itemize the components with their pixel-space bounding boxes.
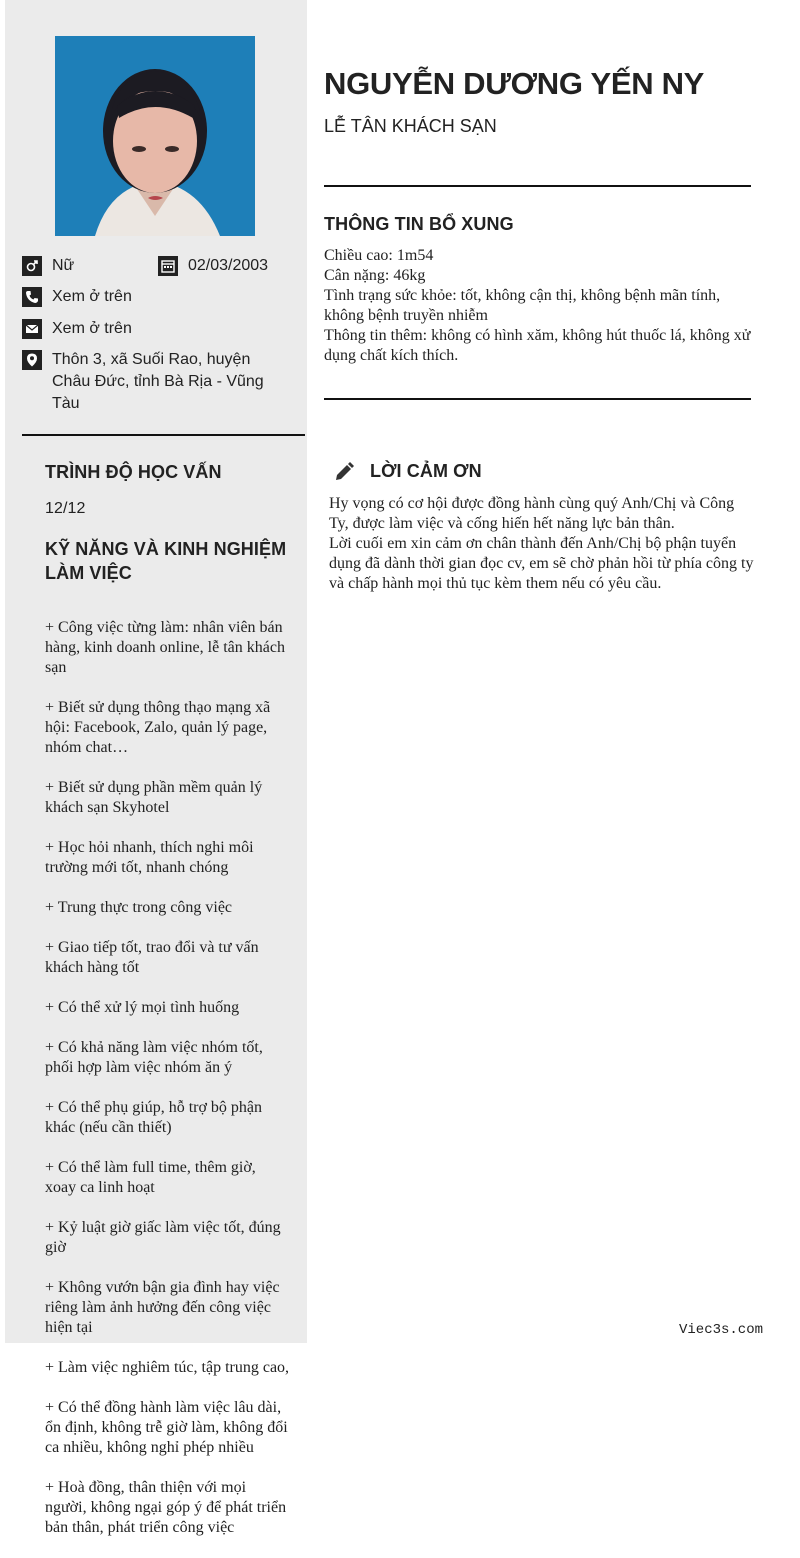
skills-title: KỸ NĂNG VÀ KINH NGHIỆM LÀM VIỆC	[45, 539, 287, 583]
thanks-title: LỜI CẢM ƠN	[370, 461, 482, 481]
thanks-line: Lời cuối em xin cảm ơn chân thành đến Anh/Chị bộ phận tuyển dụng đã dành thời gian đọc cv, em sẽ chờ phản hồi từ phía công ty và chấp hành mọi thủ tục kèm them nếu có yêu cầu.	[329, 535, 754, 592]
email-icon	[22, 319, 42, 339]
header-divider	[324, 185, 751, 187]
skill-item: + Có khả năng làm việc nhóm tốt, phối hợp làm việc nhóm ăn ý	[45, 1039, 263, 1076]
contact-email	[22, 318, 132, 340]
skill-item: + Có thể xử lý mọi tình huống	[45, 999, 240, 1016]
skill-item: + Có thể làm full time, thêm giờ, xoay ca linh hoạt	[45, 1159, 256, 1196]
info-line: Tình trạng sức khỏe: tốt, không cận thị, không bệnh mãn tính, không bệnh truyền nhiễm	[324, 287, 721, 324]
contact-gender	[22, 255, 74, 277]
skill-item: + Biết sử dụng thông thạo mạng xã hội: Facebook, Zalo, quản lý page, nhóm chat…	[45, 699, 271, 756]
contact-phone	[22, 286, 132, 308]
thanks-text	[329, 494, 757, 594]
skill-item: + Biết sử dụng phần mềm quản lý khách sạn Skyhotel	[45, 779, 263, 816]
skill-item: + Không vướn bận gia đình hay việc riêng làm ảnh hưởng đến công việc hiện tại	[45, 1279, 280, 1336]
phone-value: Xem ở trên	[52, 288, 132, 305]
gender-icon	[22, 256, 42, 276]
education-value: 12/12	[45, 500, 86, 517]
contact-birthday	[158, 255, 268, 277]
birthday-value: 02/03/2003	[188, 257, 269, 274]
skills-list	[45, 598, 290, 1558]
phone-icon	[22, 287, 42, 307]
pencil-icon	[333, 461, 355, 483]
portrait-image	[55, 36, 255, 236]
skill-item: + Kỷ luật giờ giấc làm việc tốt, đúng giờ	[45, 1219, 281, 1256]
job-title: LỄ TÂN KHÁCH SẠN	[324, 116, 497, 136]
gender-value: Nữ	[52, 257, 75, 274]
skill-item: + Làm việc nghiêm túc, tập trung cao,	[45, 1359, 290, 1376]
location-pin-icon	[22, 350, 42, 370]
skill-item: + Hoà đồng, thân thiện với mọi người, không ngại góp ý để phát triển bản thân, phát triển công việc	[45, 1479, 287, 1536]
thanks-line: Hy vọng có cơ hội được đồng hành cùng quý Anh/Chị và Công Ty, được làm việc và cống hiến hết năng lực bản thân.	[329, 495, 735, 532]
skill-item: + Trung thực trong công việc	[45, 899, 233, 916]
skill-item: + Có thể đồng hành làm việc lâu dài, ổn định, không trễ giờ làm, không đổi ca nhiều, không nghỉ phép nhiều	[45, 1399, 288, 1456]
education-title: TRÌNH ĐỘ HỌC VẤN	[45, 462, 222, 482]
profile-photo	[55, 36, 255, 236]
skill-item: + Học hỏi nhanh, thích nghi môi trường mới tốt, nhanh chóng	[45, 839, 254, 876]
skill-item: + Giao tiếp tốt, trao đổi và tư vấn khách hàng tốt	[45, 939, 259, 976]
sidebar-divider	[22, 434, 305, 436]
address-value: Thôn 3, xã Suối Rao, huyện Châu Đức, tỉnh Bà Rịa - Vũng Tàu	[52, 351, 264, 412]
skill-item: + Có thể phụ giúp, hỗ trợ bộ phận khác (nếu cần thiết)	[45, 1099, 263, 1136]
candidate-name: NGUYỄN DƯƠNG YẾN NY	[324, 66, 705, 101]
info-divider	[324, 398, 751, 400]
skill-item: + Công việc từng làm: nhân viên bán hàng, kinh doanh online, lễ tân khách sạn	[45, 619, 285, 676]
additional-info-title: THÔNG TIN BỔ XUNG	[324, 214, 514, 234]
info-line: Chiều cao: 1m54	[324, 247, 434, 264]
contact-address	[22, 349, 292, 415]
info-line: Cân nặng: 46kg	[324, 267, 426, 284]
watermark: Viec3s.com	[678, 1322, 763, 1338]
email-value: Xem ở trên	[52, 320, 132, 337]
additional-info-text	[324, 246, 754, 366]
info-line: Thông tin thêm: không có hình xăm, không hút thuốc lá, không xử dụng chất kích thích.	[324, 327, 751, 364]
calendar-icon	[158, 256, 178, 276]
